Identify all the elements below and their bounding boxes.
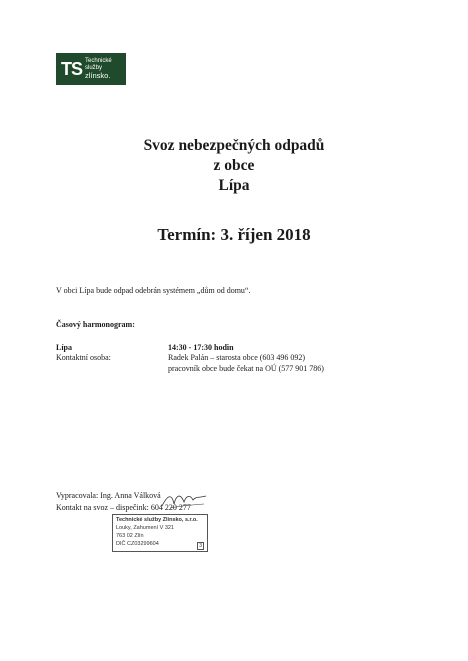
prepared-by: Vypracovala: Ing. Anna Válková <box>56 491 161 500</box>
title-line-3: Lípa <box>218 177 250 194</box>
stamp-line-3: 763 02 Zlín <box>116 533 144 539</box>
stamp-line-2: Louky, Zahumení V 321 <box>116 525 174 531</box>
schedule-place: Lípa <box>56 343 73 352</box>
contact-label: Kontaktní osoba: <box>56 353 111 362</box>
schedule-time: 14:30 - 17:30 hodin <box>168 343 234 352</box>
company-logo <box>56 53 126 85</box>
schedule-heading: Časový harmonogram: <box>56 320 135 329</box>
intro-text: V obci Lípa bude odpad odebrán systémem „dům od domu“. <box>56 286 251 295</box>
logo-text <box>85 58 112 80</box>
company-stamp <box>112 514 208 552</box>
contact-office: pracovník obce bude čekat na OÚ (577 901 786) <box>168 364 324 373</box>
signature-icon <box>160 490 210 512</box>
logo-line-3: zlínsko. <box>85 71 111 80</box>
logo-line-1: Technické <box>85 58 112 64</box>
contact-person: Radek Palán – starosta obce (603 496 092) <box>168 353 306 362</box>
title-line-1: Svoz nebezpečných odpadů <box>143 137 325 154</box>
collection-date: Termín: 3. říjen 2018 <box>157 225 311 244</box>
logo-line-2: služby <box>85 65 103 71</box>
stamp-line-4: DIČ CZ03299604 <box>116 541 159 547</box>
stamp-number: 3 <box>199 543 202 549</box>
dispatch-contact: Kontakt na svoz – dispečink: 604 220 277 <box>56 503 191 512</box>
stamp-line-1: Technické služby Zlínsko, s.r.o. <box>116 517 198 523</box>
document-title <box>0 136 468 196</box>
title-line-2: z obce <box>213 157 255 174</box>
logo-mark: TS <box>61 58 83 79</box>
